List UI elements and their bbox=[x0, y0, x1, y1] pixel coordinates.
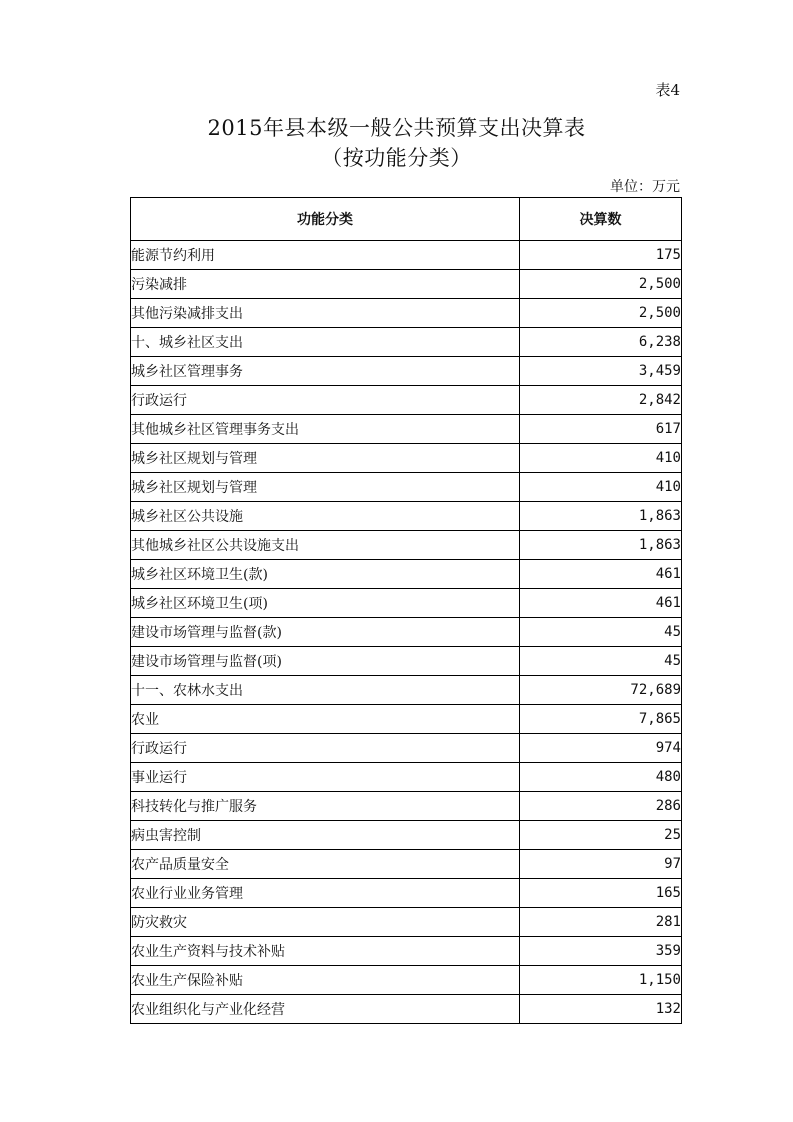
category-cell: 行政运行 bbox=[131, 734, 520, 763]
amount-cell: 286 bbox=[520, 792, 682, 821]
budget-table bbox=[130, 197, 682, 1024]
category-cell: 城乡社区公共设施 bbox=[131, 502, 520, 531]
table-row bbox=[131, 966, 682, 995]
table-row bbox=[131, 734, 682, 763]
table-row bbox=[131, 444, 682, 473]
page-subtitle: （按功能分类） bbox=[321, 146, 472, 170]
amount-cell: 3,459 bbox=[520, 357, 682, 386]
category-cell: 十、城乡社区支出 bbox=[131, 328, 520, 357]
amount-cell: 461 bbox=[520, 560, 682, 589]
amount-cell: 1,150 bbox=[520, 966, 682, 995]
category-cell: 污染减排 bbox=[131, 270, 520, 299]
category-cell: 农业行业业务管理 bbox=[131, 879, 520, 908]
category-cell: 城乡社区管理事务 bbox=[131, 357, 520, 386]
table-row bbox=[131, 531, 682, 560]
table-row bbox=[131, 502, 682, 531]
amount-cell: 1,863 bbox=[520, 531, 682, 560]
page-title: 2015年县本级一般公共预算支出决算表 bbox=[207, 116, 586, 140]
amount-cell: 6,238 bbox=[520, 328, 682, 357]
category-cell: 科技转化与推广服务 bbox=[131, 792, 520, 821]
table-row bbox=[131, 560, 682, 589]
table-row bbox=[131, 850, 682, 879]
category-cell: 农产品质量安全 bbox=[131, 850, 520, 879]
table-row bbox=[131, 995, 682, 1024]
category-cell: 农业 bbox=[131, 705, 520, 734]
category-cell: 城乡社区环境卫生(项) bbox=[131, 589, 520, 618]
category-cell: 能源节约利用 bbox=[131, 241, 520, 270]
table-row bbox=[131, 763, 682, 792]
amount-cell: 45 bbox=[520, 647, 682, 676]
table-row bbox=[131, 647, 682, 676]
category-cell: 城乡社区规划与管理 bbox=[131, 444, 520, 473]
table-number: 表4 bbox=[655, 81, 680, 99]
amount-cell: 72,689 bbox=[520, 676, 682, 705]
table-row bbox=[131, 241, 682, 270]
table-row bbox=[131, 908, 682, 937]
amount-cell: 461 bbox=[520, 589, 682, 618]
category-cell: 其他城乡社区管理事务支出 bbox=[131, 415, 520, 444]
amount-cell: 45 bbox=[520, 618, 682, 647]
table-row bbox=[131, 473, 682, 502]
amount-cell: 410 bbox=[520, 473, 682, 502]
amount-cell: 617 bbox=[520, 415, 682, 444]
amount-cell: 1,863 bbox=[520, 502, 682, 531]
category-cell: 事业运行 bbox=[131, 763, 520, 792]
category-cell: 城乡社区环境卫生(款) bbox=[131, 560, 520, 589]
category-cell: 行政运行 bbox=[131, 386, 520, 415]
table-row bbox=[131, 589, 682, 618]
header-function-category: 功能分类 bbox=[131, 198, 520, 241]
header-final-amount: 决算数 bbox=[520, 198, 682, 241]
amount-cell: 281 bbox=[520, 908, 682, 937]
table-row bbox=[131, 705, 682, 734]
amount-cell: 25 bbox=[520, 821, 682, 850]
table-row bbox=[131, 618, 682, 647]
amount-cell: 175 bbox=[520, 241, 682, 270]
unit-label: 单位：万元 bbox=[610, 179, 680, 195]
amount-cell: 2,842 bbox=[520, 386, 682, 415]
table-row bbox=[131, 415, 682, 444]
category-cell: 十一、农林水支出 bbox=[131, 676, 520, 705]
amount-cell: 359 bbox=[520, 937, 682, 966]
amount-cell: 974 bbox=[520, 734, 682, 763]
amount-cell: 7,865 bbox=[520, 705, 682, 734]
category-cell: 其他城乡社区公共设施支出 bbox=[131, 531, 520, 560]
category-cell: 病虫害控制 bbox=[131, 821, 520, 850]
table-row bbox=[131, 299, 682, 328]
table-header-row bbox=[131, 198, 682, 241]
table-body bbox=[131, 241, 682, 1024]
category-cell: 建设市场管理与监督(项) bbox=[131, 647, 520, 676]
table-row bbox=[131, 357, 682, 386]
category-cell: 建设市场管理与监督(款) bbox=[131, 618, 520, 647]
amount-cell: 2,500 bbox=[520, 299, 682, 328]
amount-cell: 97 bbox=[520, 850, 682, 879]
category-cell: 农业生产资料与技术补贴 bbox=[131, 937, 520, 966]
table-row bbox=[131, 879, 682, 908]
category-cell: 农业生产保险补贴 bbox=[131, 966, 520, 995]
category-cell: 城乡社区规划与管理 bbox=[131, 473, 520, 502]
table-row bbox=[131, 386, 682, 415]
table-row bbox=[131, 270, 682, 299]
table-row bbox=[131, 792, 682, 821]
category-cell: 其他污染减排支出 bbox=[131, 299, 520, 328]
table-row bbox=[131, 328, 682, 357]
category-cell: 农业组织化与产业化经营 bbox=[131, 995, 520, 1024]
amount-cell: 480 bbox=[520, 763, 682, 792]
amount-cell: 410 bbox=[520, 444, 682, 473]
table-row bbox=[131, 937, 682, 966]
table-row bbox=[131, 676, 682, 705]
amount-cell: 2,500 bbox=[520, 270, 682, 299]
amount-cell: 132 bbox=[520, 995, 682, 1024]
category-cell: 防灾救灾 bbox=[131, 908, 520, 937]
amount-cell: 165 bbox=[520, 879, 682, 908]
table-row bbox=[131, 821, 682, 850]
